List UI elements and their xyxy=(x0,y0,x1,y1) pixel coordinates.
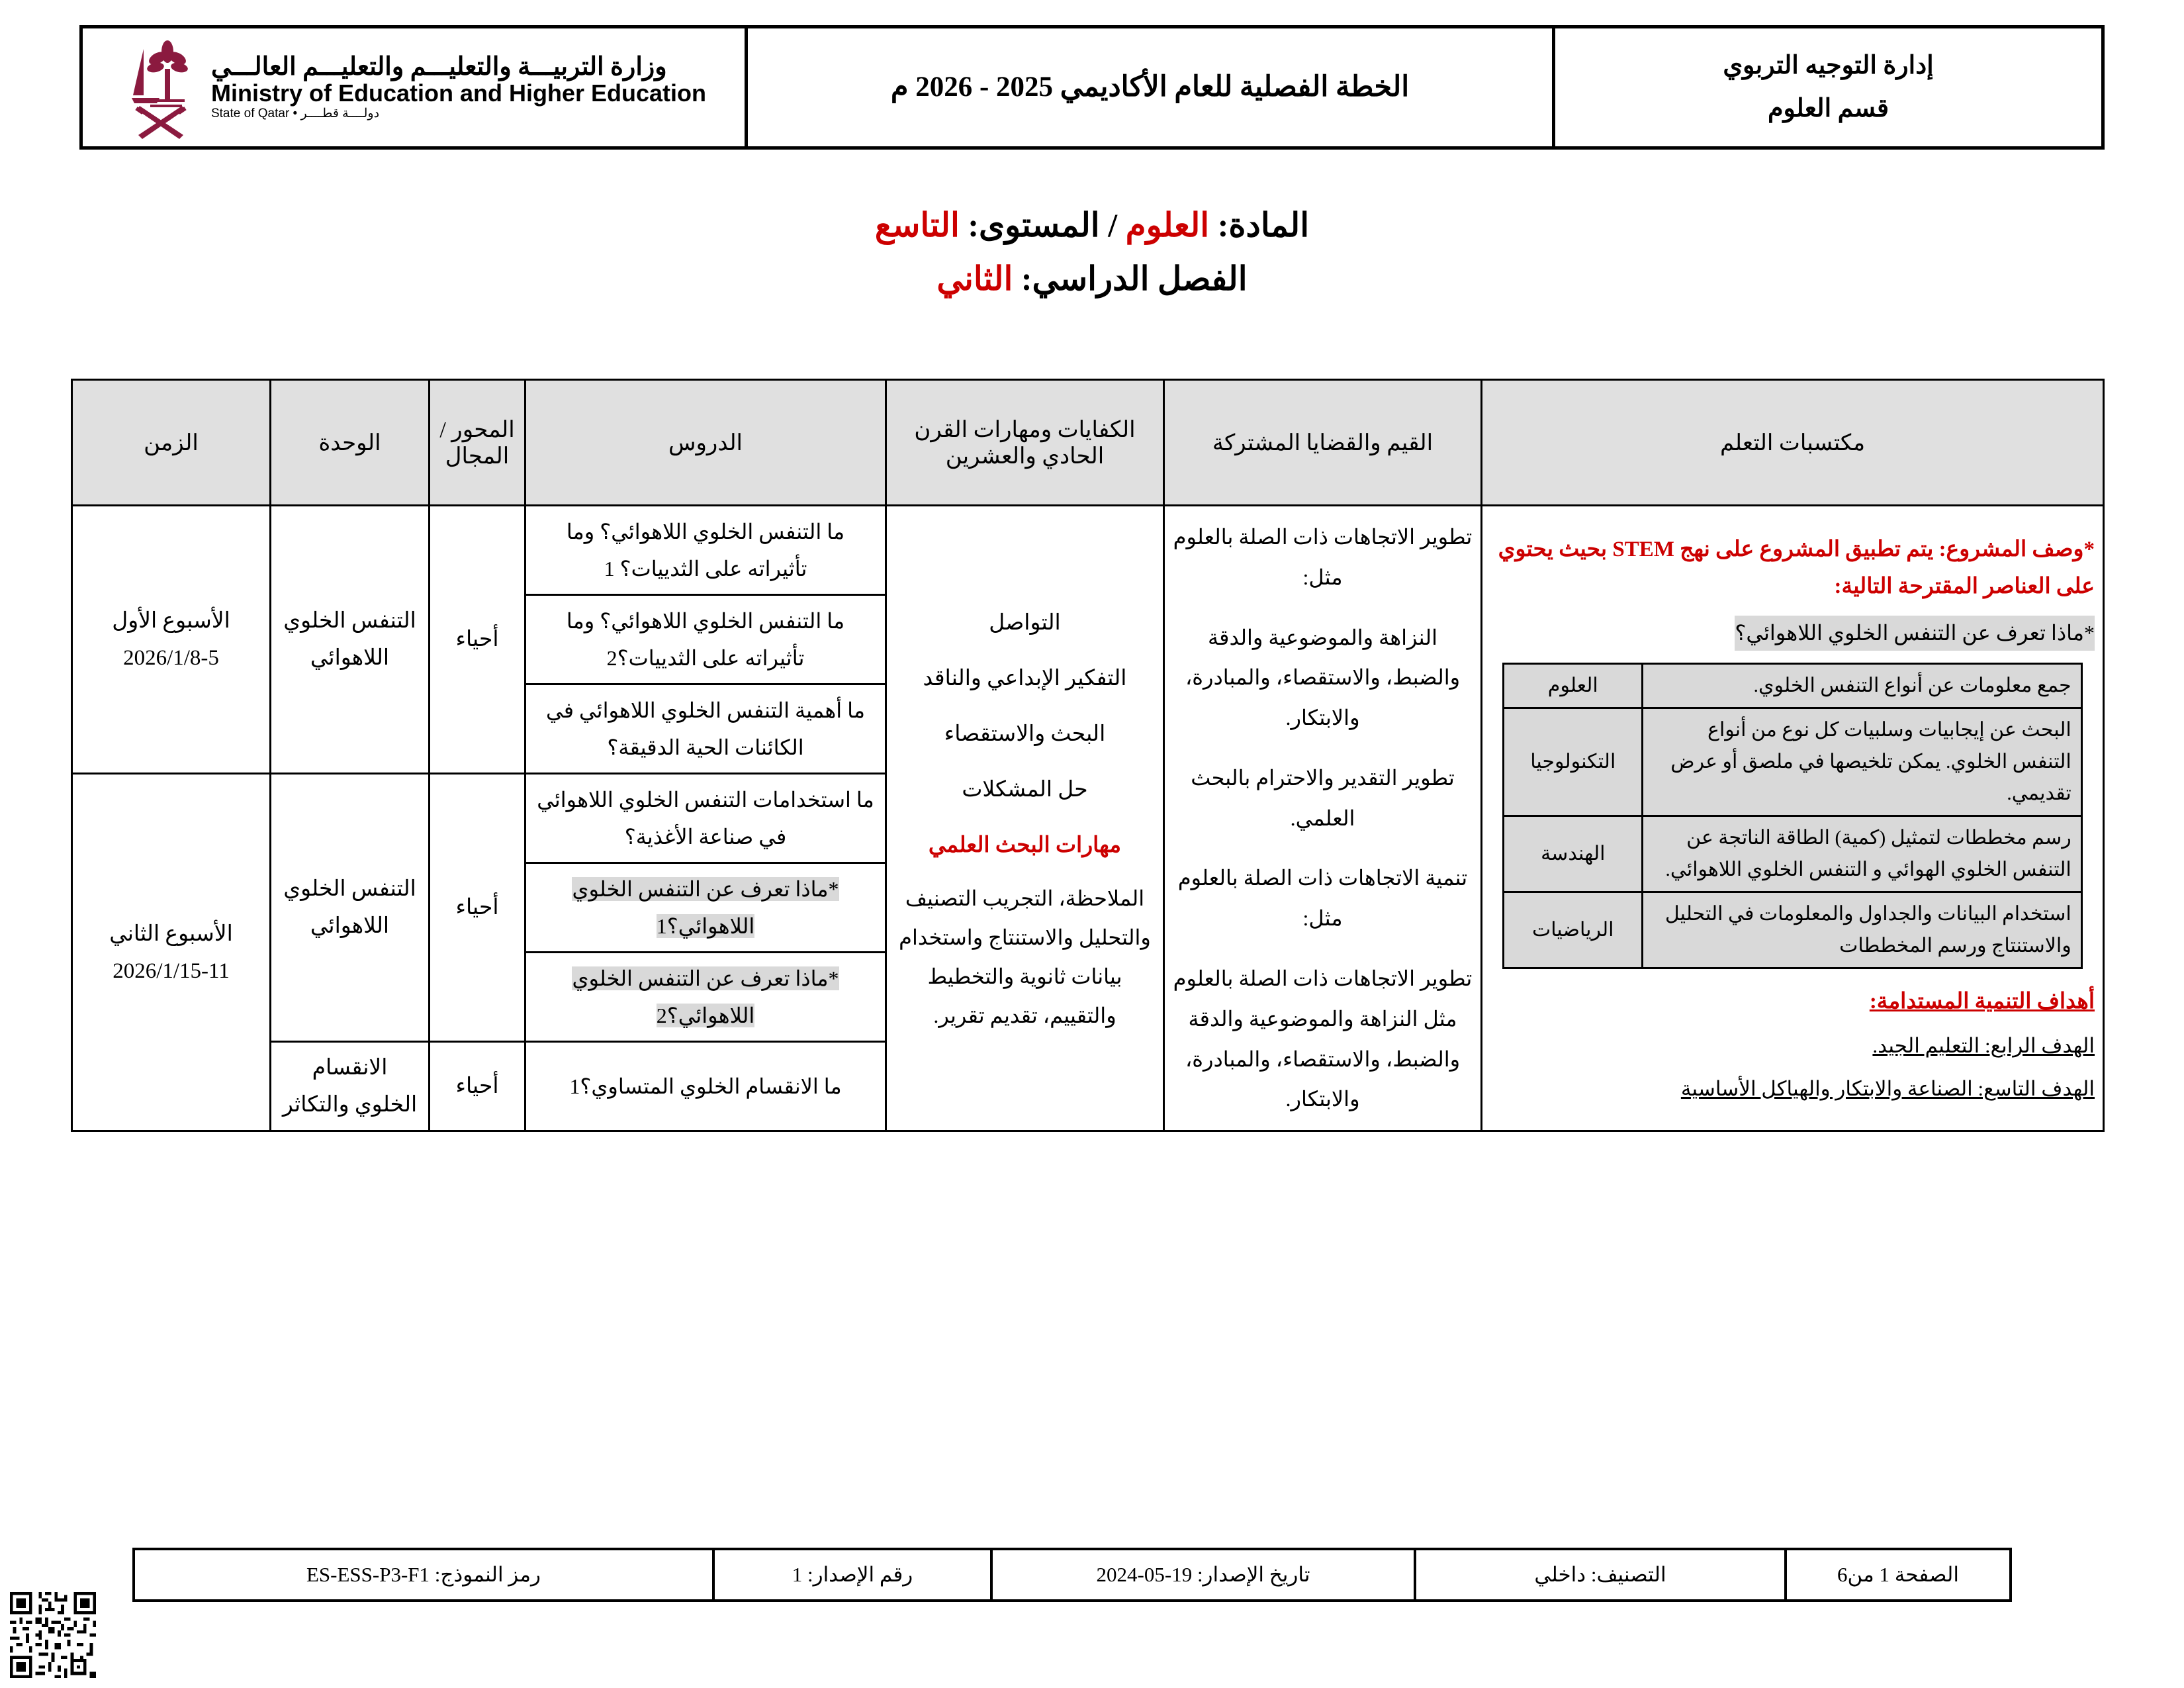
project-description: *وصف المشروع: يتم تطبيق المشروع على نهج STEM بحيث يحتوي على العناصر المقترحة التالية: xyxy=(1498,537,2095,598)
plan-title: الخطة الفصلية للعام الأكاديمي 2025 - 2026 م xyxy=(890,71,1410,103)
competency-item-3: حل المشكلات xyxy=(962,777,1088,802)
document-header xyxy=(79,25,2105,150)
subject-value: العلوم xyxy=(1125,207,1210,244)
lesson-text-highlighted: *ماذا تعرف عن التنفس الخلوي اللاهوائي؟1 xyxy=(572,877,839,938)
stem-label-engineering: الهندسة xyxy=(1504,816,1643,892)
sdg-item-9: الهدف التاسع: الصناعة والابتكار والهياكل الأساسية xyxy=(1680,1077,2095,1101)
weekly-plan-table xyxy=(71,379,2105,1132)
document-footer xyxy=(132,1548,2012,1602)
week-name: الأسبوع الثاني xyxy=(109,921,233,946)
footer-form-code: رمز النموذج: ES-ESS-P3-F1 xyxy=(134,1549,713,1601)
value-item-0: تطوير الاتجاهات ذات الصلة بالعلوم مثل: xyxy=(1173,524,1473,589)
stem-label-math: الرياضيات xyxy=(1504,892,1643,968)
unit-cell: التنفس الخلوي اللاهوائي xyxy=(271,506,430,774)
lesson-cell xyxy=(525,863,886,953)
value-item-4: تطوير الاتجاهات ذات الصلة بالعلوم مثل النزاهة والموضوعية والدقة والضبط، والاستقصاء، والمبادرة، والابتكار. xyxy=(1173,966,1473,1111)
cell-learning-outcomes xyxy=(1482,506,2104,1131)
sdg-item-4: الهدف الرابع: التعليم الجيد. xyxy=(1872,1034,2095,1058)
stem-label-technology: التكنولوجيا xyxy=(1504,708,1643,816)
sdg-heading: أهداف التنمية المستدامة: xyxy=(1869,989,2095,1013)
spacer xyxy=(895,812,1155,823)
lesson-cell: ما التنفس الخلوي اللاهوائي؟ وما تأثيراته على الثدييات؟ 1 xyxy=(525,506,886,595)
table-header-row xyxy=(72,380,2104,506)
lesson-cell: ما استخدامات التنفس الخلوي اللاهوائي في صناعة الأغذية؟ xyxy=(525,774,886,863)
column-header-unit: الوحدة xyxy=(271,380,430,506)
spacer xyxy=(895,756,1155,768)
column-header-time: الزمن xyxy=(72,380,271,506)
project-question: *ماذا تعرف عن التنفس الخلوي اللاهوائي؟ xyxy=(1735,616,2095,651)
research-skills-heading: مهارات البحث العلمي xyxy=(928,833,1122,857)
column-header-outcomes: مكتسبات التعلم xyxy=(1482,380,2104,506)
stem-row-science xyxy=(1504,663,2081,708)
level-value: التاسع xyxy=(874,207,960,244)
column-header-competencies: الكفايات ومهارات القرن الحادي والعشرين xyxy=(886,380,1164,506)
subject-separator: / xyxy=(1108,207,1118,244)
footer-page: الصفحة 1 من6 xyxy=(1786,1549,2011,1601)
lesson-cell: ما أهمية التنفس الخلوي اللاهوائي في الكائنات الحية الدقيقة؟ xyxy=(525,684,886,774)
time-cell xyxy=(72,506,271,774)
competency-item-1: التفكير الإبداعي والناقد xyxy=(923,666,1127,690)
value-item-1: النزاهة والموضوعية والدقة والضبط، والاستقصاء، والمبادرة، والابتكار. xyxy=(1185,625,1461,730)
level-label: المستوى: xyxy=(968,207,1100,244)
cell-competencies xyxy=(886,506,1164,1131)
value-item-3: تنمية الاتجاهات ذات الصلة بالعلوم مثل: xyxy=(1177,866,1468,931)
week-name: الأسبوع الأول xyxy=(112,608,230,633)
stem-row-math xyxy=(1504,892,2081,968)
header-department-cell xyxy=(1552,28,2101,146)
department-line-2: قسم العلوم xyxy=(1767,95,1889,122)
research-skills-body: الملاحظة، التجريب التصنيف والتحليل والاستنتاج واستخدام بيانات ثانوية والتخطيط والتقييم، تقديم تقرير. xyxy=(899,886,1151,1028)
qatar-emblem-icon xyxy=(121,34,201,140)
column-header-values: القيم والقضايا المشتركة xyxy=(1164,380,1482,506)
stem-label-science: العلوم xyxy=(1504,663,1643,708)
term-line xyxy=(79,252,2105,306)
footer-classification: التصنيف: داخلي xyxy=(1415,1549,1786,1601)
subject-level-block xyxy=(79,199,2105,305)
cell-shared-values xyxy=(1164,506,1482,1131)
week-date: 2026/1/15-11 xyxy=(113,959,230,983)
footer-issue-number: رقم الإصدار: 1 xyxy=(713,1549,991,1601)
stem-row-technology xyxy=(1504,708,2081,816)
lesson-text-highlighted: *ماذا تعرف عن التنفس الخلوي اللاهوائي؟2 xyxy=(572,966,839,1027)
subject-level-line xyxy=(79,199,2105,252)
stem-value-science: جمع معلومات عن أنواع التنفس الخلوي. xyxy=(1643,663,2081,708)
axis-cell: أحياء xyxy=(430,774,525,1042)
project-question-wrap xyxy=(1490,605,2095,651)
ministry-name-english: Ministry of Education and Higher Education xyxy=(210,79,707,107)
table-row xyxy=(72,506,2104,595)
term-value: الثاني xyxy=(936,259,1013,297)
spacer xyxy=(895,645,1155,657)
stem-value-engineering: رسم مخططات لتمثيل (كمية) الطاقة الناتجة عن التنفس الخلوي الهوائي و التنفس الخلوي اللاهوائي. xyxy=(1643,816,2081,892)
ministry-name-arabic: وزارة التربيـــة والتعليـــم والتعليـــم العالـــي xyxy=(210,52,667,81)
stem-row-engineering xyxy=(1504,816,2081,892)
competency-item-2: البحث والاستقصاء xyxy=(944,722,1106,746)
header-title-cell xyxy=(745,28,1552,146)
value-item-2: تطوير التقدير والاحترام بالبحث العلمي. xyxy=(1191,765,1455,830)
qr-code-icon xyxy=(7,1589,99,1681)
lesson-cell xyxy=(525,953,886,1042)
unit-cell: الانقسام الخلوي والتكاثر xyxy=(271,1042,430,1131)
lesson-cell: ما التنفس الخلوي اللاهوائي؟ وما تأثيراته على الثدييات؟2 xyxy=(525,595,886,684)
week-date: 2026/1/8-5 xyxy=(123,646,219,670)
term-label: الفصل الدراسي: xyxy=(1021,259,1248,297)
lesson-cell: ما الانقسام الخلوي المتساوي؟1 xyxy=(525,1042,886,1131)
time-cell xyxy=(72,774,271,1131)
stem-value-math: استخدام البيانات والجداول والمعلومات في التحليل والاستنتاج ورسم المخططات xyxy=(1643,892,2081,968)
column-header-lessons: الدروس xyxy=(525,380,886,506)
competency-item-0: التواصل xyxy=(989,610,1061,635)
axis-cell: أحياء xyxy=(430,1042,525,1131)
column-header-axis: المحور / المجال xyxy=(430,380,525,506)
stem-breakdown-table xyxy=(1502,663,2082,969)
department-line-1: إدارة التوجيه التربوي xyxy=(1723,52,1934,80)
subject-label: المادة: xyxy=(1217,207,1310,244)
axis-cell: أحياء xyxy=(430,506,525,774)
footer-row xyxy=(134,1549,2011,1601)
spacer xyxy=(895,700,1155,712)
footer-issue-date: تاريخ الإصدار: 19-05-2024 xyxy=(991,1549,1415,1601)
state-of-qatar-label: دولــــة قطــــر • State of Qatar xyxy=(210,107,380,121)
stem-value-technology: البحث عن إيجابيات وسلبيات كل نوع من أنواع التنفس الخلوي. يمكن تلخيصها في ملصق أو عرض تقديمي. xyxy=(1643,708,2081,816)
unit-cell: التنفس الخلوي اللاهوائي xyxy=(271,774,430,1042)
header-logo-cell xyxy=(83,28,745,146)
spacer xyxy=(895,867,1155,879)
